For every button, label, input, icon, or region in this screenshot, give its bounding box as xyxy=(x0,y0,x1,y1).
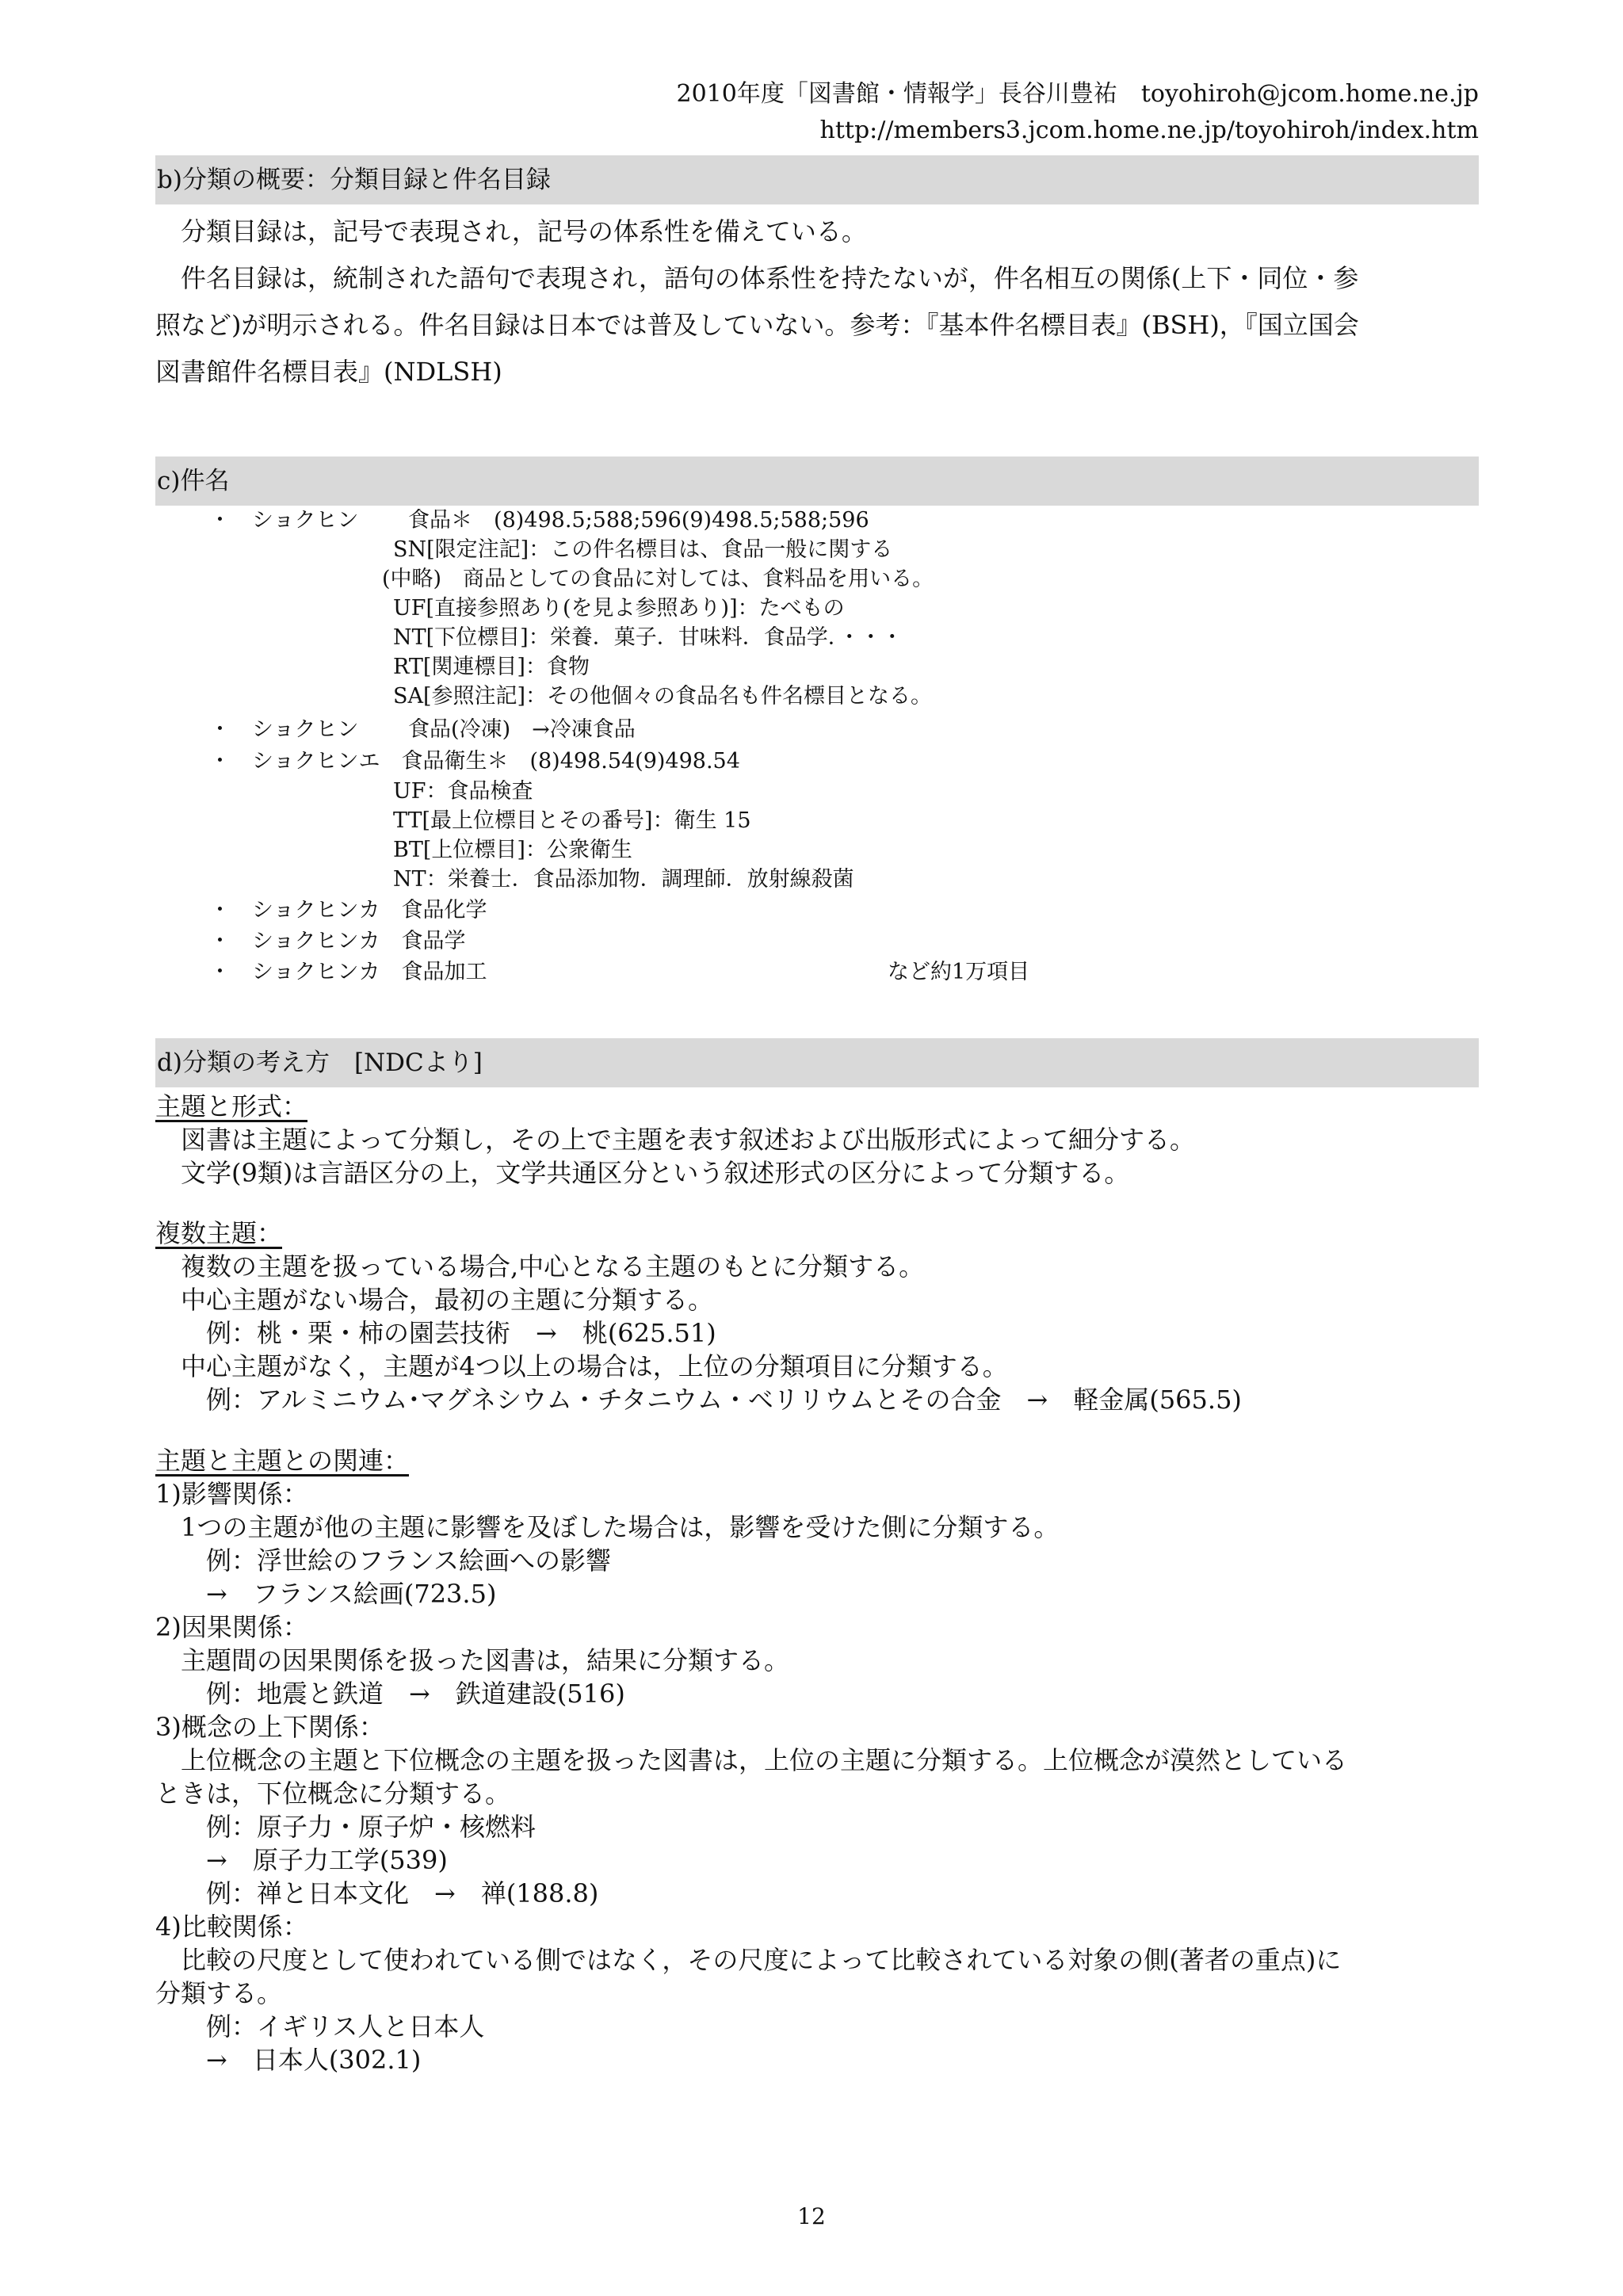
section-b-para-3: 照など)が明示される。件名目録は日本では普及していない。参考：『基本件名標目表』(BSH)，『国立国会 xyxy=(155,310,1359,340)
subject-entry: ・ ショクヒン 食品＊ (8)498.5;588;596(9)498.5;588;596 xyxy=(209,508,869,533)
header-author-email: 2010年度「図書館・情報学」長谷川豊祐 toyohiroh@jcom.home.ne.jp xyxy=(676,80,1479,108)
paragraph: 主題間の因果関係を扱った図書は，結果に分類する。 xyxy=(155,1645,790,1675)
example-line: 例：浮世絵のフランス絵画への影響 xyxy=(155,1545,612,1576)
subject-detail: SA[参照注記]：その他個々の食品名も件名標目となる。 xyxy=(393,684,933,709)
example-line: → 原子力工学(539) xyxy=(155,1845,448,1875)
subject-detail: BT[上位標目]：公衆衛生 xyxy=(393,838,632,862)
subject-detail: UF[直接参照あり(を見よ参照あり)]：たべもの xyxy=(393,596,845,621)
subject-detail: NT：栄養士．食品添加物．調理師．放射線殺菌 xyxy=(393,867,854,892)
example-line: 例：アルミニウム･マグネシウム・チタニウム・ベリリウムとその合金 → 軽金属(565.5) xyxy=(155,1385,1242,1415)
subject-count-note: など約1万項目 xyxy=(888,960,1030,984)
section-b-para-4: 図書館件名標目表』(NDLSH) xyxy=(155,357,502,387)
relation-heading: 4)比較関係： xyxy=(155,1912,308,1942)
page-number: 12 xyxy=(797,2203,826,2229)
subject-entry: ・ ショクヒン 食品(冷凍) →冷凍食品 xyxy=(209,717,636,742)
header-url: http://members3.jcom.home.ne.jp/toyohiroh/index.htm xyxy=(819,117,1479,144)
page-header xyxy=(677,76,1480,149)
paragraph: 複数の主題を扱っている場合,中心となる主題のもとに分類する。 xyxy=(155,1251,925,1282)
subject-entry: ・ ショクヒンカ 食品学 xyxy=(209,929,466,953)
example-line: 例：原子力・原子炉・核燃料 xyxy=(155,1812,537,1842)
relation-heading: 2)因果関係： xyxy=(155,1612,308,1642)
paragraph: 1つの主題が他の主題に影響を及ぼした場合は，影響を受けた側に分類する。 xyxy=(155,1512,1060,1542)
section-c-heading xyxy=(155,457,1479,506)
subheading-subject-form: 主題と形式： xyxy=(155,1091,308,1121)
subject-entry: ・ ショクヒンカ 食品化学 xyxy=(209,898,487,923)
subject-detail: NT[下位標目]：栄養．菓子．甘味料．食品学．・・・ xyxy=(393,625,903,650)
section-b-heading xyxy=(155,155,1479,204)
example-line: 例：桃・栗・柿の園芸技術 → 桃(625.51) xyxy=(155,1318,716,1348)
paragraph: 分類する。 xyxy=(155,1978,283,2008)
section-b-para-1: 分類目録は，記号で表現され，記号の体系性を備えている。 xyxy=(155,216,867,246)
subject-detail: SN[限定注記]：この件名標目は、食品一般に関する xyxy=(393,537,893,562)
example-line: 例：禅と日本文化 → 禅(188.8) xyxy=(155,1878,599,1908)
paragraph: 中心主題がない場合，最初の主題に分類する。 xyxy=(155,1285,714,1315)
example-line: 例：地震と鉄道 → 鉄道建設(516) xyxy=(155,1679,625,1709)
paragraph: 中心主題がなく，主題が4つ以上の場合は，上位の分類項目に分類する。 xyxy=(155,1351,1008,1381)
example-line: → フランス絵画(723.5) xyxy=(155,1579,497,1609)
relation-heading: 1)影響関係： xyxy=(155,1479,308,1509)
paragraph: 比較の尺度として使われている側ではなく，その尺度によって比較されている対象の側(著者の重点)に xyxy=(155,1945,1342,1975)
section-c-title: c)件名 xyxy=(157,467,230,495)
paragraph: ときは，下位概念に分類する。 xyxy=(155,1778,511,1809)
subject-detail: TT[最上位標目とその番号]：衛生 15 xyxy=(393,808,751,833)
subheading-multiple-subjects: 複数主題： xyxy=(155,1218,283,1248)
subject-entry: ・ ショクヒンカ 食品加工 xyxy=(209,960,487,984)
section-d-heading xyxy=(155,1038,1479,1087)
subject-detail: RT[関連標目]：食物 xyxy=(393,655,590,679)
subject-entry: ・ ショクヒンエ 食品衛生＊ (8)498.54(9)498.54 xyxy=(209,749,740,774)
section-b-para-2: 件名目録は，統制された語句で表現され，語句の体系性を持たないが，件名相互の関係(上下・同位・参 xyxy=(155,263,1359,293)
subject-detail: UF：食品検査 xyxy=(393,779,533,804)
paragraph: 図書は主題によって分類し，その上で主題を表す叙述および出版形式によって細分する。 xyxy=(155,1125,1196,1155)
paragraph: 上位概念の主題と下位概念の主題を扱った図書は，上位の主題に分類する。上位概念が漠然としている xyxy=(155,1745,1348,1775)
paragraph: 文学(9類)は言語区分の上，文学共通区分という叙述形式の区分によって分類する。 xyxy=(155,1158,1130,1188)
section-b-title: b)分類の概要：分類目録と件名目録 xyxy=(157,166,551,194)
example-line: 例：イギリス人と日本人 xyxy=(155,2011,485,2042)
example-line: → 日本人(302.1) xyxy=(155,2045,422,2075)
subject-detail: (中略) 商品としての食品に対しては、食料品を用いる。 xyxy=(382,567,934,591)
subheading-subject-relations: 主題と主題との関連： xyxy=(155,1446,410,1476)
section-d-title: d)分類の考え方 [NDCより] xyxy=(157,1049,483,1077)
relation-heading: 3)概念の上下関係： xyxy=(155,1712,384,1742)
